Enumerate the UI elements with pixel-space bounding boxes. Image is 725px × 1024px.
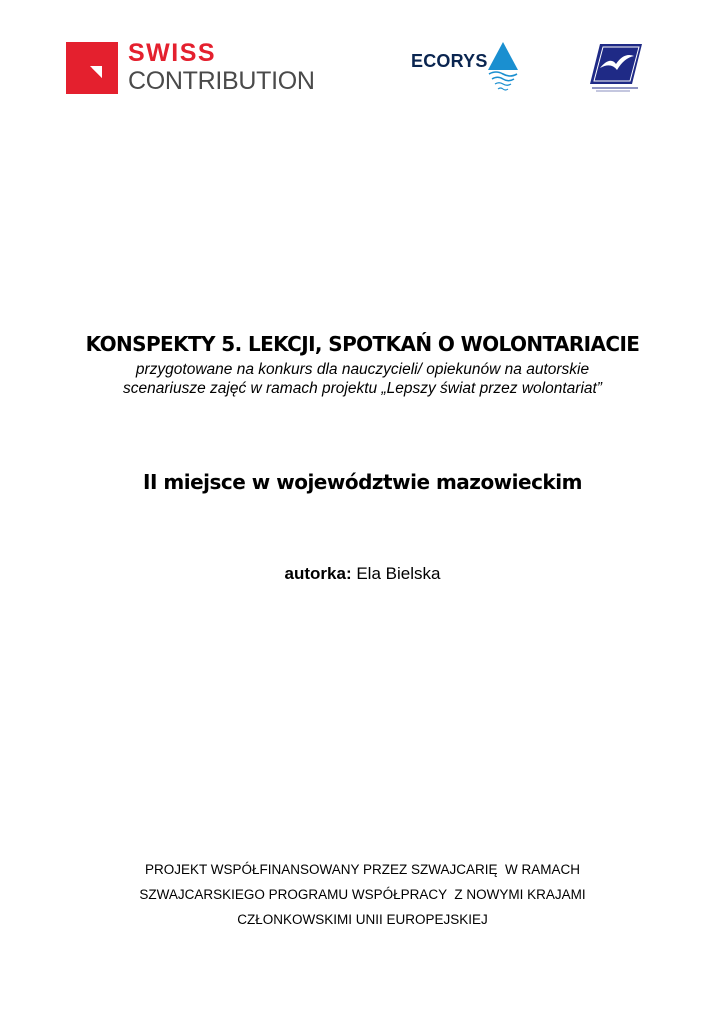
- subtitle-line-1: przygotowane na konkurs dla nauczycieli/ opiekunów na autorskie: [135, 361, 590, 378]
- footer-line-3: CZŁONKOWSKIMI UNII EUROPEJSKIEJ: [237, 912, 488, 927]
- funding-footer: [0, 857, 725, 932]
- subtitle-line-2: scenariusze zajęć w ramach projektu „Lepszy świat przez wolontariat”: [123, 380, 602, 397]
- swiss-square-icon: [66, 42, 118, 94]
- euroregion-gull-icon: [586, 42, 646, 94]
- author-label: autorka:: [284, 564, 352, 583]
- author-name: Ela Bielska: [356, 564, 441, 583]
- euroregion-baltyk-logo: [586, 42, 646, 94]
- footer-line-1: PROJEKT WSPÓŁFINANSOWANY PRZEZ SZWAJCARIĘ W RAMACH: [144, 862, 581, 877]
- ecorys-logo-text: ECORYS: [411, 51, 488, 71]
- document-title: KONSPEKTY 5. LEKCJI, SPOTKAŃ O WOLONTARIACIE: [85, 332, 640, 356]
- document-subtitle: [0, 360, 725, 398]
- award-place-heading: II miejsce w województwie mazowieckim: [143, 470, 582, 494]
- swiss-logo-line1: SWISS: [128, 39, 217, 67]
- swiss-logo-line2: CONTRIBUTION: [128, 67, 315, 95]
- author-line: [0, 563, 725, 585]
- ecorys-logo: [411, 42, 521, 94]
- footer-line-2: SZWAJCARSKIEGO PROGRAMU WSPÓŁPRACY Z NOWYMI KRAJAMI: [139, 887, 586, 902]
- swiss-contribution-logo: [66, 39, 326, 95]
- ecorys-pyramid-icon: [487, 42, 519, 94]
